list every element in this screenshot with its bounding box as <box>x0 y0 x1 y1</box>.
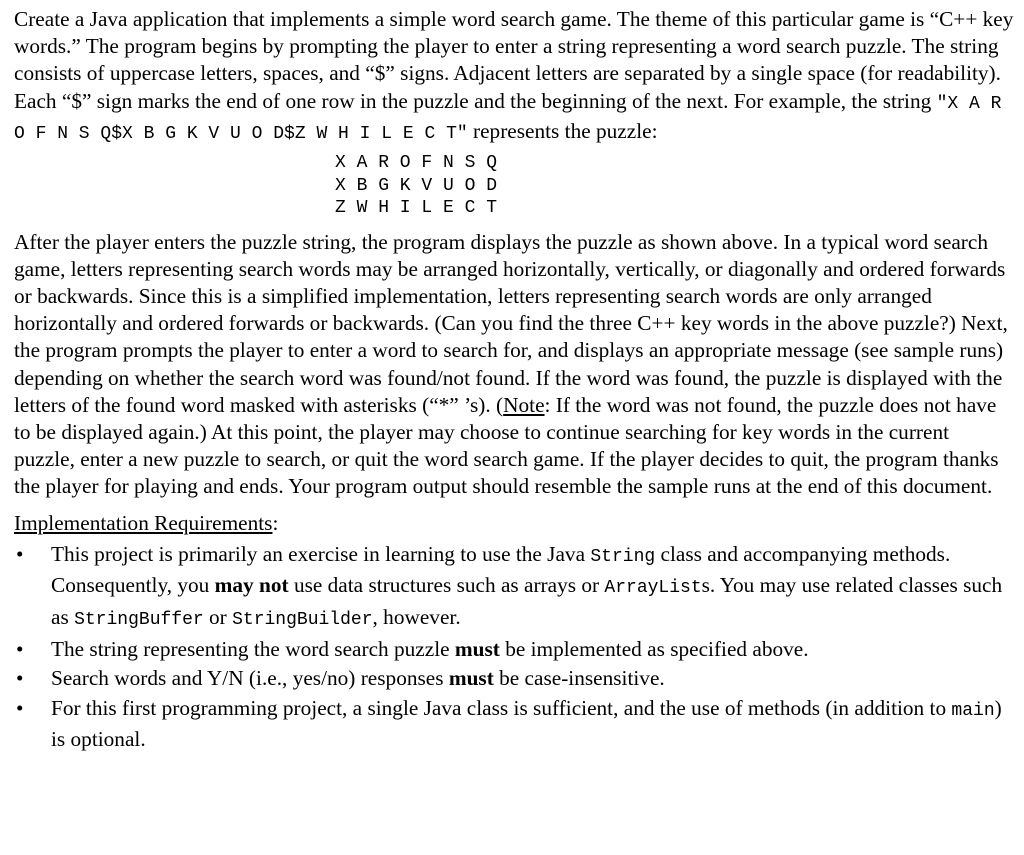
code-string: String <box>590 546 656 567</box>
code-stringbuilder: StringBuilder <box>232 609 373 630</box>
puzzle-grid <box>335 152 1014 220</box>
description-text-end: : If the word was not found, the puzzle does not have to be displayed again.) At this point, the player may choose to continue searching for key words in the current puzzle, enter a new puzzle to search, or quit the word search game. If the player decides to quit, the program thanks the player for playing and ends. Your program output should resemble the sample runs at the end of this document. <box>14 392 999 499</box>
emphasis: must <box>448 666 494 691</box>
requirement-text: This project is primarily an exercise in learning to use the Java <box>51 541 591 566</box>
intro-text-end: represents the puzzle: <box>467 118 658 143</box>
requirement-text: or <box>203 604 233 629</box>
code-arraylist: ArrayList <box>604 578 702 599</box>
requirement-text: be case-insensitive. <box>493 666 665 691</box>
requirements-heading <box>14 510 1014 537</box>
code-stringbuffer: StringBuffer <box>74 609 204 630</box>
requirements-list <box>14 540 1014 754</box>
requirement-text: s. You may use related classes such as <box>51 573 1003 629</box>
requirement-text: The string representing the word search puzzle <box>51 636 455 661</box>
description-text: After the player enters the puzzle string, the program displays the puzzle as shown above. In a typical word search game, letters representing search words may be arranged horizontally, vertically, or diagonally and ordered forwards or backwards. Since this is a simplified implementation, letters representing search words are only arranged horizontally and ordered forwards or backwards. (Can you find the three C++ key words in the above puzzle?) Next, the program prompts the player to enter a word to search for, and displays an appropriate message (see sample runs) depending on whether the search word was found/not found. If the word was found, the puzzle is displayed with the letters of the found word masked with asterisks (“*” ’s). ( <box>14 229 1008 417</box>
document-page <box>14 6 1014 754</box>
requirement-text: For this first programming project, a single Java class is sufficient, and the use of methods (in addition to <box>51 695 952 720</box>
requirement-text: class and accompanying methods. Consequently, you <box>51 541 951 598</box>
bullet-icon: • <box>16 666 24 691</box>
requirements-heading-colon: : <box>272 510 279 535</box>
example-puzzle-string: "X A R O F N S Q$X B G K V U O D$Z W H I L E C T" <box>14 93 1002 144</box>
requirement-text: use data structures such as arrays or <box>288 573 605 598</box>
requirements-heading-text: Implementation Requirements <box>14 510 273 535</box>
requirement-item <box>14 635 1014 663</box>
requirement-text: be implemented as specified above. <box>499 636 809 661</box>
bullet-icon: • <box>16 695 24 720</box>
requirement-item <box>14 664 1014 692</box>
bullet-icon: • <box>16 636 24 661</box>
requirement-text: ) is optional. <box>51 695 1002 752</box>
puzzle-row: X A R O F N S Q <box>335 153 498 174</box>
intro-paragraph <box>14 6 1014 148</box>
description-paragraph <box>14 229 1014 501</box>
puzzle-row: X B G K V U O D <box>335 175 498 196</box>
requirement-item <box>14 694 1014 754</box>
puzzle-row: Z W H I L E C T <box>335 198 498 219</box>
requirement-item <box>14 540 1014 634</box>
emphasis: must <box>454 636 500 661</box>
requirement-text: Search words and Y/N (i.e., yes/no) responses <box>51 666 449 691</box>
requirement-text: , however. <box>372 604 461 629</box>
emphasis: may not <box>214 573 289 598</box>
intro-text: Create a Java application that implements a simple word search game. The theme of this particular game is “C++ key words.” The program begins by prompting the player to enter a string representing a word search puzzle. The string consists of uppercase letters, spaces, and “$” signs. Adjacent letters are separated by a single space (for readability). Each “$” sign marks the end of one row in the puzzle and the beginning of the next. For example, the string <box>14 7 1014 113</box>
bullet-icon: • <box>16 541 24 566</box>
code-main: main <box>951 700 995 721</box>
note-label: Note <box>503 392 545 417</box>
